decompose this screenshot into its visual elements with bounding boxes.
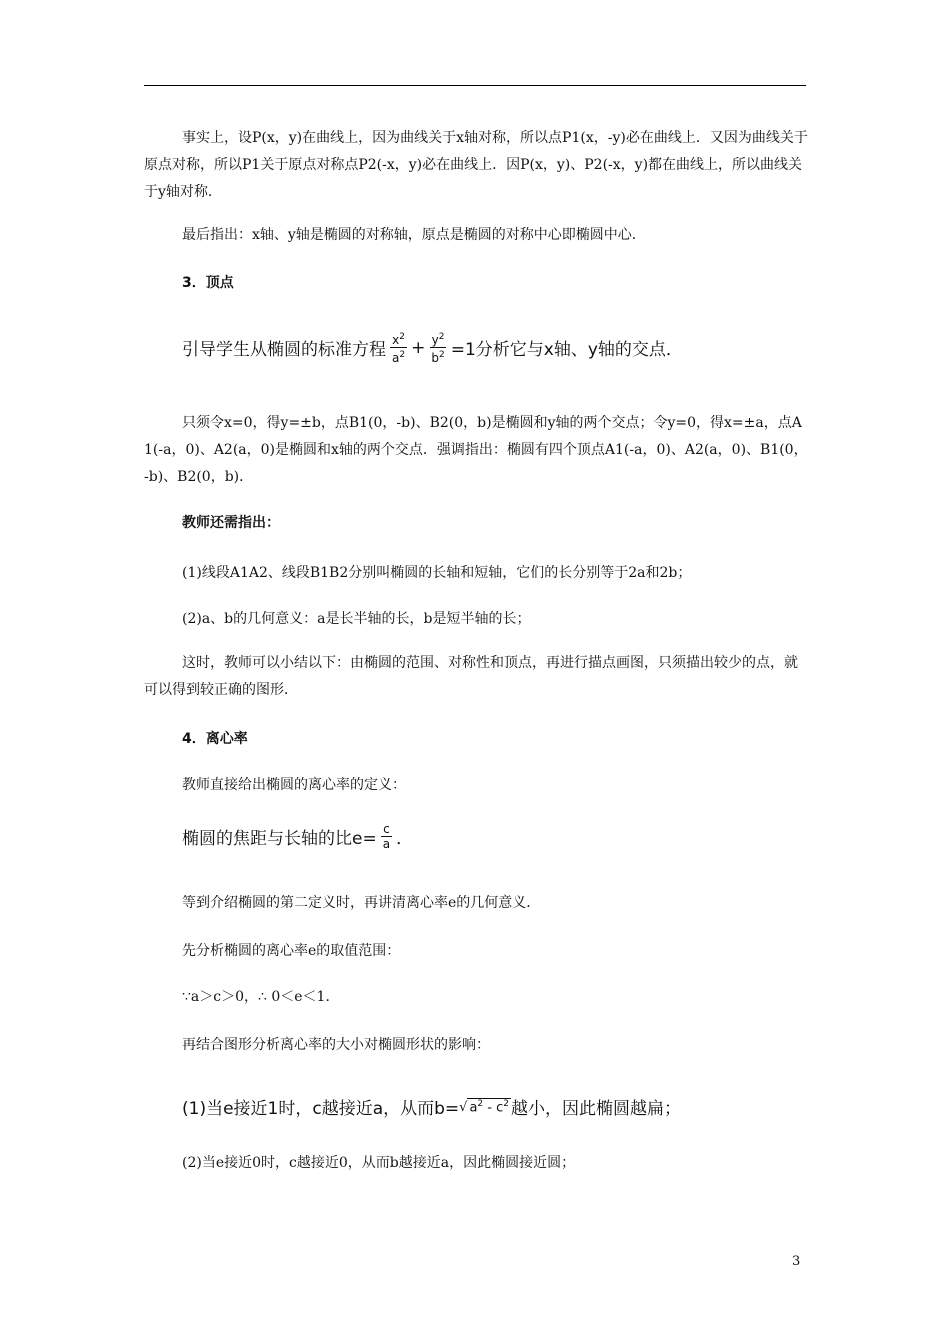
line-range-inequality: ∵a＞c＞0，∴ 0＜e＜1． [182,989,340,1005]
formula-period: ． [396,829,414,849]
formula-text: 椭圆的焦距与长轴的比e= [182,829,377,849]
line-case-e-near-0: (2)当e接近0时，c越接近0，从而b越接近a，因此椭圆接近圆； [182,1155,576,1171]
paragraph-axes: 最后指出：x轴、y轴是椭圆的对称轴，原点是椭圆的对称中心即椭圆中心． [182,227,646,243]
formula-text: 引导学生从椭圆的标准方程 [182,340,386,360]
section-heading-vertices: 3．顶点 [182,275,234,291]
section-heading-eccentricity: 4．离心率 [182,731,248,747]
fraction-y-over-b: $\frac{y^2}{b^2}$ [431,332,445,365]
page-number: 3 [792,1254,801,1269]
paragraph-intersections: 只须令x=0，得y=±b，点B1(0，-b)、B2(0，b)是椭圆和y轴的两个交点；令y=0，得x=±a，点A1(-a，0)、A2(a，0)是椭圆和x轴的两个交点．强调指出：椭圆有四个顶点A1(-a，0)、A2(a，0)、B1(0，-b)、B2(0，b)． [144,415,808,485]
formula-standard-equation [182,330,683,365]
heading-teacher-notes: 教师还需指出： [182,515,280,531]
formula-case-e-near-1 [182,1094,681,1119]
note-axes-length: (1)线段A1A2、线段B1B2分别叫椭圆的长轴和短轴，它们的长分别等于2a和2b； [182,565,692,581]
line-definition-intro: 教师直接给出椭圆的离心率的定义： [182,777,406,793]
square-root: √ $a^2 - c^2$ [459,1098,509,1116]
plus-sign: + [411,337,426,358]
formula-text-tail: =1分析它与x轴、y轴的交点． [450,340,683,360]
line-second-definition: 等到介绍椭圆的第二定义时，再讲清离心率e的几何意义． [182,895,541,911]
formula-eccentricity [182,822,413,851]
line-shape-effect: 再结合图形分析离心率的大小对椭圆形状的影响： [182,1037,490,1053]
paragraph-summary: 这时，教师可以小结以下：由椭圆的范围、对称性和顶点，再进行描点画图，只须描出较少的点，就可以得到较正确的图形． [144,655,798,698]
line-range-intro: 先分析椭圆的离心率e的取值范围： [182,943,401,959]
paragraph-symmetry: 事实上，设P(x，y)在曲线上，因为曲线关于x轴对称，所以点P1(x，-y)必在曲线上．又因为曲线关于原点对称，所以P1关于原点对称点P2(-x，y)必在曲线上．因P(x，y)、P2(-x，y)都在曲线上，所以曲线关于y轴对称． [144,130,808,200]
formula-text-tail: 越小，因此椭圆越扁； [511,1099,681,1119]
note-geometric-meaning: (2)a、b的几何意义：a是长半轴的长，b是短半轴的长； [182,611,531,627]
fraction-x-over-a: $\frac{x^2}{a^2}$ [392,332,406,365]
header-rule [144,85,806,86]
fraction-c-over-a: $\frac{c}{a}$ [382,822,391,851]
formula-text: (1)当e接近1时，c越接近a，从而b= [182,1099,460,1119]
